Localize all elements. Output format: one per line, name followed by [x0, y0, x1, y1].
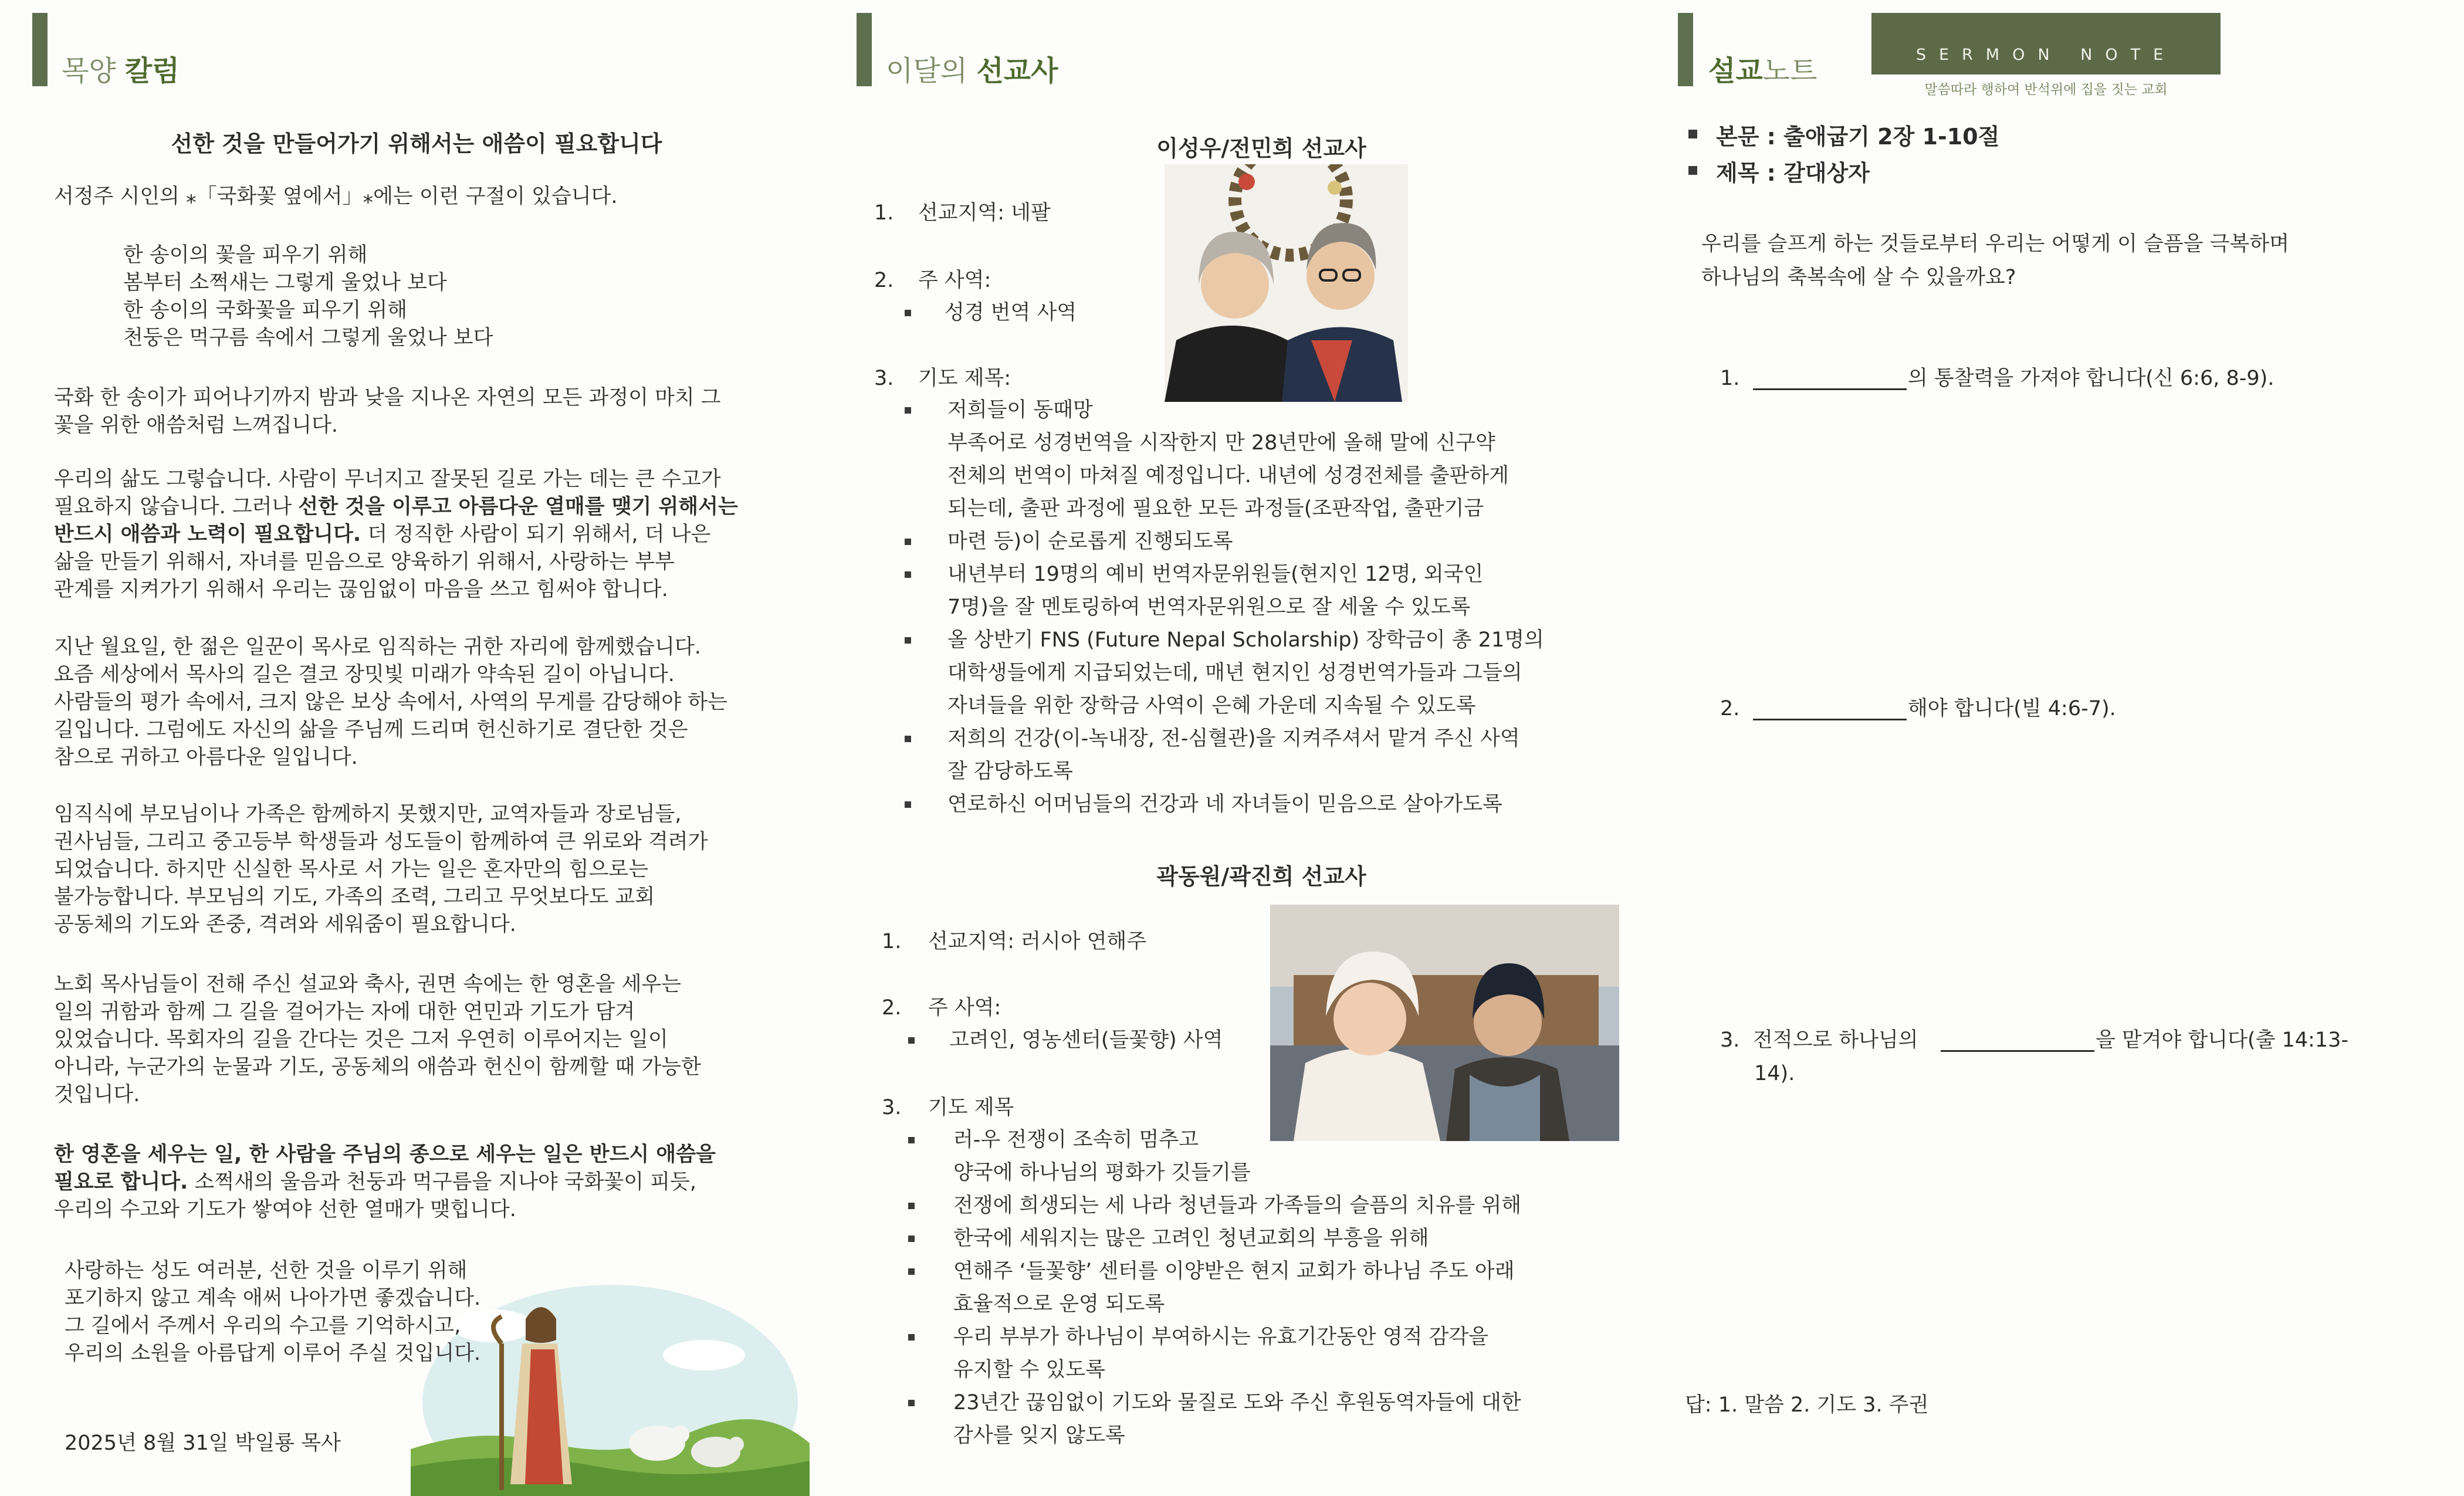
point-number: 1.	[1720, 367, 1740, 390]
bullet	[908, 1236, 915, 1242]
paragraph-line: 그 길에서 주께서 우리의 수고를 기억하시고,	[65, 1314, 461, 1338]
header-bar	[32, 13, 48, 86]
item-number: 2.	[882, 996, 902, 1020]
bullet	[908, 1268, 915, 1275]
prayer-line: 자녀들을 위한 장학금 사역이 은혜 가운데 지속될 수 있도록	[947, 694, 1476, 717]
paragraph-line: 반드시 애씀과 노력이 필요합니다. 더 정직한 사람이 되기 위해서, 더 나은	[54, 523, 711, 546]
point-text: 해야 합니다(빌 4:6-7).	[1908, 697, 2116, 720]
prayer-line: 효율적으로 운영 되도록	[953, 1292, 1165, 1316]
poem-line: 봄부터 소쩍새는 그렇게 울었나 보다	[123, 271, 447, 295]
bullet	[908, 1037, 915, 1044]
poem-line: 한 송이의 국화꽃을 피우기 위해	[123, 299, 408, 322]
prayer-line: 전체의 번역이 마쳐질 예정입니다. 내년에 성경전체를 출판하게	[947, 464, 1509, 488]
bullet	[905, 637, 911, 644]
prayer-line: 마련 등)이 순로롭게 진행되도록	[947, 530, 1233, 553]
paragraph-line: 되었습니다. 하지만 신실한 목사로 서 가는 일은 혼자만의 힘으로는	[54, 858, 649, 881]
scripture-reference: 본문 : 출애굽기 2장 1-10절	[1716, 124, 2000, 150]
fill-in-blank[interactable]	[1753, 719, 1907, 720]
signature: 2025년 8월 31일 박일룡 목사	[65, 1431, 341, 1455]
point-number: 3.	[1720, 1028, 1740, 1052]
paragraph-line: 노회 목사님들이 전해 주신 설교와 축사, 권면 속에는 한 영혼을 세우는	[54, 973, 682, 996]
point-text: 을 맡겨야 합니다(출 14:13-	[2096, 1028, 2349, 1052]
paragraph-line: 관계를 지켜가기 위해서 우리는 끊임없이 마음을 쓰고 힘써야 합니다.	[54, 578, 668, 601]
prayer-line: 양국에 하나님의 평화가 깃들기를	[953, 1161, 1251, 1184]
prayer-line: 연로하신 어머님들의 건강과 네 자녀들이 믿음으로 살아가도록	[947, 793, 1502, 816]
sermon-question-line: 하나님의 축복속에 살 수 있을까요?	[1701, 266, 2016, 289]
bullet	[905, 571, 911, 578]
paragraph-line: 요즘 세상에서 목사의 길은 결코 장밋빛 미래가 약속된 길이 아닙니다.	[54, 663, 675, 686]
church-motto: 말씀따라 행하여 반석위에 집을 짓는 교회	[1924, 82, 2168, 97]
paragraph-line: 공동체의 기도와 존중, 격려와 세워줌이 필요합니다.	[54, 913, 516, 936]
intro-line: 서정주 시인의 ⁎「국화꽃 옆에서」⁎에는 이런 구절이 있습니다.	[54, 185, 618, 208]
bullet	[908, 1203, 915, 1209]
prayer-line: 감사를 잊지 않도록	[953, 1424, 1125, 1447]
section-title: 설교노트	[1708, 55, 1817, 87]
paragraph-line: 우리의 소원을 아름답게 이루어 주실 것입니다.	[65, 1342, 481, 1365]
bullet	[908, 1137, 915, 1143]
fill-in-blank[interactable]	[1941, 1050, 2094, 1052]
column-title: 선한 것을 만들어가기 위해서는 애씀이 필요합니다	[171, 131, 662, 157]
paragraph-line: 있었습니다. 목회자의 길을 간다는 것은 그저 우연히 이루어지는 일이	[54, 1028, 668, 1051]
answer-key: 답: 1. 말씀 2. 기도 3. 주권	[1685, 1393, 1929, 1417]
bullet	[1688, 130, 1697, 138]
prayer-line: 연해주 ‘들꽃향’ 센터를 이양받은 현지 교회가 하나님 주도 아래	[953, 1260, 1515, 1283]
item-number: 3.	[874, 367, 894, 390]
paragraph-line: 임직식에 부모님이나 가족은 함께하지 못했지만, 교역자들과 장로님들,	[54, 803, 682, 826]
prayer-line: 대학생들에게 지급되었는데, 매년 현지인 성경번역가들과 그들의	[947, 661, 1522, 685]
paragraph-line: 꽃을 위한 애씀처럼 느껴집니다.	[54, 414, 339, 437]
prayer-line: 한국에 세워지는 많은 고려인 청년교회의 부흥을 위해	[953, 1227, 1429, 1250]
paragraph-line: 우리의 수고와 기도가 쌓여야 선한 열매가 맺힙니다.	[54, 1198, 516, 1221]
mission-region: 선교지역: 네팔	[918, 201, 1051, 225]
mission-region: 선교지역: 러시아 연해주	[928, 930, 1147, 953]
ministry-item: 고려인, 영농센터(들꽃향) 사역	[949, 1028, 1223, 1052]
prayer-line: 내년부터 19명의 예비 번역자문위원들(현지인 12명, 외국인	[947, 563, 1484, 586]
prayer-label: 기도 제목	[928, 1096, 1014, 1119]
prayer-label: 기도 제목:	[918, 367, 1011, 390]
paragraph-line: 길입니다. 그럼에도 자신의 삶을 주님께 드리며 헌신하기로 결단한 것은	[54, 718, 688, 742]
prayer-line: 올 상반기 FNS (Future Nepal Scholarship) 장학금이 총 21명의	[947, 628, 1544, 652]
bullet	[905, 310, 911, 316]
paragraph-line: 권사님들, 그리고 중고등부 학생들과 성도들이 함께하여 큰 위로와 격려가	[54, 830, 708, 854]
sermon-question-line: 우리를 슬프게 하는 것들로부터 우리는 어떻게 이 슬픔을 극복하며	[1701, 232, 2289, 256]
section-header	[1678, 13, 2464, 97]
prayer-line: 7명)을 잘 멘토링하여 번역자문위원으로 잘 세울 수 있도록	[947, 595, 1471, 619]
point-text: 전적으로 하나님의	[1753, 1028, 1918, 1052]
prayer-line: 부족어로 성경번역을 시작한지 만 28년만에 올해 말에 신구약	[947, 431, 1495, 455]
sermon-note-banner	[1871, 13, 2221, 75]
point-number: 2.	[1720, 697, 1740, 720]
paragraph-line: 필요로 합니다. 소쩍새의 울음과 천둥과 먹구름을 지나야 국화꽃이 피듯,	[54, 1170, 696, 1194]
item-number: 1.	[882, 930, 902, 953]
bullet	[908, 1400, 915, 1406]
paragraph-line: 국화 한 송이가 피어나기까지 밤과 낮을 지나온 자연의 모든 과정이 마치 그	[54, 386, 721, 409]
bullet	[905, 736, 911, 742]
sermon-title: 제목 : 갈대상자	[1716, 160, 1870, 186]
prayer-line: 전쟁에 희생되는 세 나라 청년들과 가족들의 슬픔의 치유를 위해	[953, 1194, 1522, 1217]
paragraph-line: 삶을 만들기 위해서, 자녀를 믿음으로 양육하기 위해서, 사랑하는 부부	[54, 550, 675, 574]
banner-label: SERMON NOTE	[1915, 46, 2177, 64]
paragraph-line: 우리의 삶도 그렇습니다. 사람이 무너지고 잘못된 길로 가는 데는 큰 수고가	[54, 468, 721, 491]
missionary-photo	[1270, 905, 1619, 1141]
prayer-line: 저희의 건강(이-녹내장, 전-심혈관)을 지켜주셔서 맡겨 주신 사역	[947, 727, 1520, 750]
paragraph-line: 포기하지 않고 계속 애써 나아가면 좋겠습니다.	[65, 1287, 481, 1310]
section-title: 이달의 선교사	[886, 55, 1058, 87]
paragraph-line: 아니라, 누군가의 눈물과 기도, 공동체의 애씀과 헌신이 함께할 때 가능한	[54, 1055, 701, 1079]
prayer-line: 러-우 전쟁이 조속히 멈추고	[953, 1128, 1199, 1152]
paragraph-line: 한 영혼을 세우는 일, 한 사람을 주님의 종으로 세우는 일은 반드시 애씀을	[54, 1143, 716, 1166]
paragraph-line: 참으로 귀하고 아름다운 일입니다.	[54, 746, 358, 769]
prayer-line: 저희들이 동때망	[947, 398, 1093, 422]
missionary-column	[833, 0, 1666, 1496]
pastoral-column	[0, 0, 833, 1496]
section-title: 목양 칼럼	[62, 55, 180, 87]
poem-line: 한 송이의 꽃을 피우기 위해	[123, 243, 368, 267]
prayer-line: 잘 감당하도록	[947, 760, 1073, 783]
paragraph-line: 사람들의 평가 속에서, 크지 않은 보상 속에서, 사역의 무게를 감당해야 하는	[54, 691, 727, 714]
paragraph-line: 불가능합니다. 부모님의 기도, 가족의 조력, 그리고 무엇보다도 교회	[54, 885, 655, 909]
item-number: 2.	[874, 269, 894, 292]
item-number: 3.	[882, 1096, 902, 1119]
bullet	[905, 539, 911, 545]
ministry-item: 성경 번역 사역	[945, 301, 1077, 324]
header-bar	[857, 13, 872, 86]
bullet	[1688, 166, 1697, 175]
bullet	[905, 801, 911, 808]
item-number: 1.	[874, 201, 894, 225]
sermon-note-column	[1678, 0, 2464, 1496]
poem-line: 천둥은 먹구름 속에서 그렇게 울었나 보다	[123, 326, 493, 350]
ministry-label: 주 사역:	[918, 269, 991, 292]
fill-in-blank[interactable]	[1753, 388, 1907, 390]
point-text: 14).	[1754, 1062, 1795, 1085]
paragraph-line: 사랑하는 성도 여러분, 선한 것을 이루기 위해	[65, 1259, 468, 1282]
ministry-label: 주 사역:	[928, 996, 1001, 1020]
paragraph-line: 필요하지 않습니다. 그러나 선한 것을 이루고 아름다운 열매를 맺기 위해서는	[54, 495, 738, 519]
paragraph-line: 것입니다.	[54, 1083, 140, 1106]
missionary-title: 이성우/전민희 선교사	[1156, 136, 1366, 161]
paragraph-line: 지난 월요일, 한 젊은 일꾼이 목사로 임직하는 귀한 자리에 함께했습니다.	[54, 635, 701, 659]
prayer-line: 유지할 수 있도록	[953, 1358, 1105, 1382]
prayer-line: 되는데, 출판 과정에 필요한 모든 과정들(조판작업, 출판기금	[947, 497, 1484, 520]
bullet	[908, 1334, 915, 1341]
header-bar	[1678, 13, 1693, 86]
missionary-title: 곽동원/곽진희 선교사	[1156, 864, 1366, 889]
paragraph-line: 일의 귀함과 함께 그 길을 걸어가는 자에 대한 연민과 기도가 담겨	[54, 1000, 635, 1024]
bullet	[905, 407, 911, 414]
prayer-line: 23년간 끊임없이 기도와 물질로 도와 주신 후원동역자들에 대한	[953, 1391, 1521, 1414]
point-text: 의 통찰력을 가져야 합니다(신 6:6, 8-9).	[1908, 367, 2275, 390]
missionary-photo	[1165, 164, 1408, 402]
prayer-line: 우리 부부가 하나님이 부여하시는 유효기간동안 영적 감각을	[953, 1325, 1489, 1349]
